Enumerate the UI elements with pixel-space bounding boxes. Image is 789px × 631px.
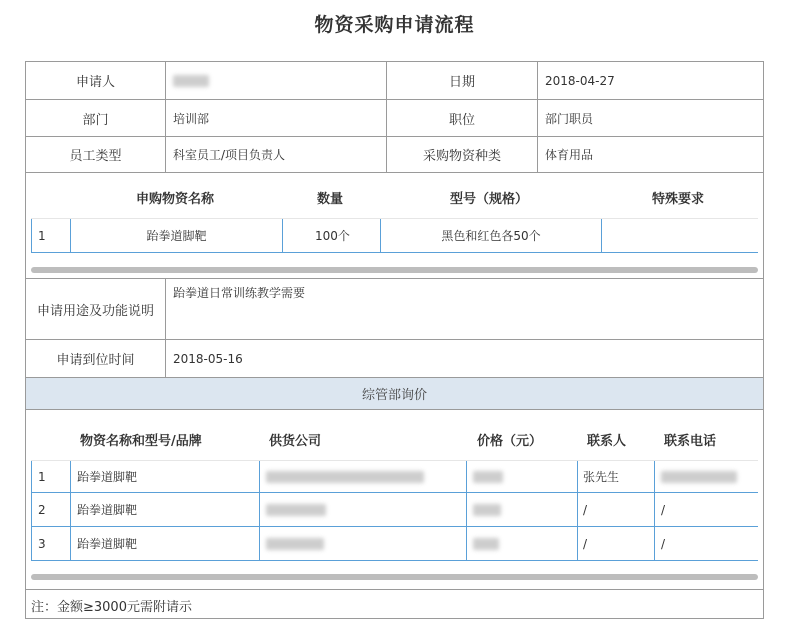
horizontal-scrollbar[interactable] xyxy=(31,267,758,273)
column-header: 数量 xyxy=(317,192,344,207)
arrival-label: 申请到位时间 xyxy=(56,353,135,368)
redacted-name xyxy=(173,75,209,87)
row-index: 2 xyxy=(38,502,46,517)
divider xyxy=(165,62,166,172)
purpose-label: 申请用途及功能说明 xyxy=(36,303,154,319)
item-name: 跆拳道脚靶 xyxy=(77,470,138,484)
item-name: 跆拳道脚靶 xyxy=(77,503,138,517)
column-header: 供货公司 xyxy=(269,434,322,449)
column-header: 物资名称和型号/品牌 xyxy=(80,434,202,449)
material-type-label: 采购物资种类 xyxy=(422,149,501,164)
column-header: 价格（元） xyxy=(477,434,543,449)
horizontal-scrollbar[interactable] xyxy=(31,574,758,580)
row-index: 1 xyxy=(38,228,46,243)
phone: / xyxy=(661,536,666,551)
column-header: 特殊要求 xyxy=(652,192,705,207)
purchase-items-table xyxy=(26,173,763,279)
item-name: 跆拳道脚靶 xyxy=(146,229,207,243)
date-value: 2018-04-27 xyxy=(545,73,615,88)
price xyxy=(473,493,573,526)
supplier xyxy=(266,461,464,492)
phone xyxy=(661,461,758,492)
price xyxy=(473,527,573,560)
redacted-supplier xyxy=(266,471,424,483)
column-header: 联系电话 xyxy=(664,434,717,449)
purpose-value: 跆拳道日常训练教学需要 xyxy=(173,286,306,300)
row-index: 1 xyxy=(38,469,46,484)
inquiry-section-title: 综管部询价 xyxy=(26,378,763,409)
position-value: 部门职员 xyxy=(545,111,594,126)
employee-type-value: 科室员工/项目负责人 xyxy=(173,148,286,162)
row-index: 3 xyxy=(38,536,46,551)
page-title: 物资采购申请流程 xyxy=(314,14,475,36)
contact: / xyxy=(583,502,588,517)
item-name: 跆拳道脚靶 xyxy=(77,537,138,551)
column-header: 联系人 xyxy=(587,434,627,449)
applicant-value xyxy=(173,62,383,99)
item-special xyxy=(602,219,758,252)
purchase-form xyxy=(25,61,764,619)
material-type-value: 体育用品 xyxy=(545,148,594,162)
redacted-supplier xyxy=(266,538,324,550)
row-divider xyxy=(31,252,758,253)
employee-type-label: 员工类型 xyxy=(69,149,122,164)
column-header: 型号（规格） xyxy=(450,192,529,207)
redacted-price xyxy=(473,504,501,516)
price xyxy=(473,461,573,492)
redacted-price xyxy=(473,471,503,483)
supplier xyxy=(266,493,464,526)
position-label: 职位 xyxy=(448,112,475,128)
phone: / xyxy=(661,502,666,517)
date-label: 日期 xyxy=(448,75,475,90)
department-value: 培训部 xyxy=(173,111,210,126)
supplier xyxy=(266,527,464,560)
column-header: 申购物资名称 xyxy=(136,192,215,207)
contact: / xyxy=(583,536,588,551)
divider xyxy=(165,279,166,378)
redacted-supplier xyxy=(266,504,326,516)
divider xyxy=(26,589,763,590)
department-label: 部门 xyxy=(82,112,109,128)
redacted-phone xyxy=(661,471,737,483)
divider xyxy=(537,62,538,172)
inquiry-table xyxy=(26,410,763,590)
footer-note: 注：金额≥3000元需附请示 xyxy=(31,600,192,615)
item-model: 黑色和红色各50个 xyxy=(441,229,541,243)
item-qty: 100个 xyxy=(315,229,350,243)
redacted-price xyxy=(473,538,499,550)
arrival-value: 2018-05-16 xyxy=(173,351,243,366)
contact: 张先生 xyxy=(583,470,620,484)
applicant-label: 申请人 xyxy=(75,75,115,90)
